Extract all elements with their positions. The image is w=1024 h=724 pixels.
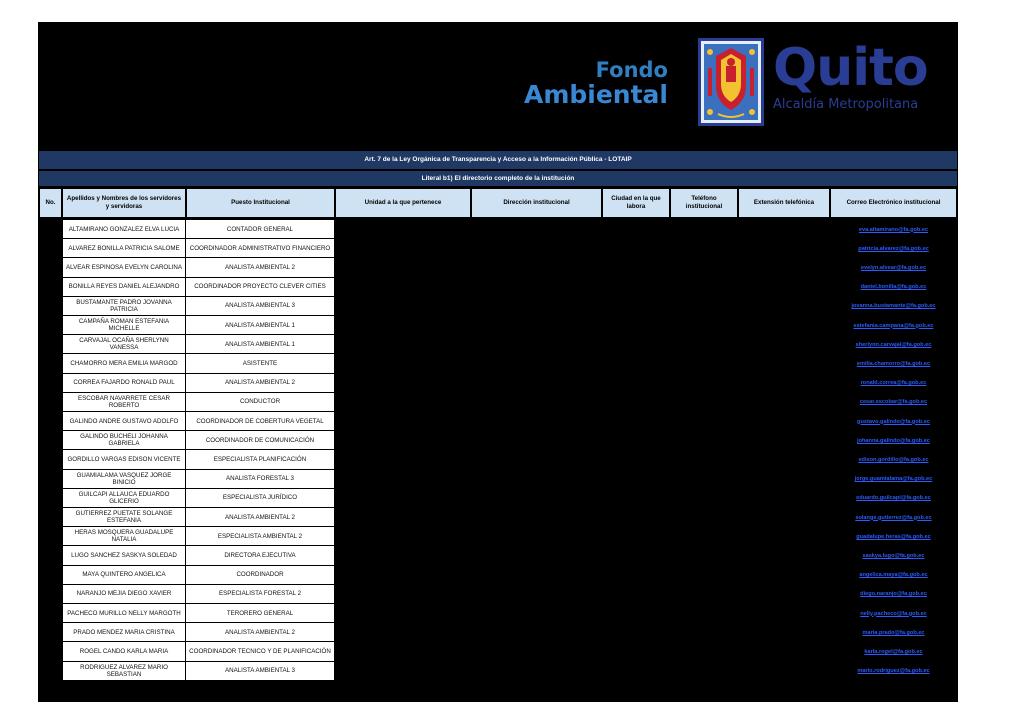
- cell-post: DIRECTORA EJECUTIVA: [186, 546, 335, 565]
- cell-name: LUGO SANCHEZ SASKYA SOLEDAD: [62, 546, 186, 565]
- email-link[interactable]: evelyn.alvear@fa.gob.ec: [860, 264, 927, 271]
- table-row: [38, 546, 958, 565]
- email-link[interactable]: maria.prado@fa.gob.ec: [862, 629, 925, 636]
- cell-post: COORDINADOR DE COBERTURA VEGETAL: [186, 412, 335, 431]
- cell-post: COORDINADOR TECNICO Y DE PLANIFICACIÓN: [186, 642, 335, 661]
- email-link[interactable]: jovanna.bustamante@fa.gob.ec: [851, 303, 936, 310]
- cell-name: ALVEAR ESPINOSA EVELYN CAROLINA: [62, 258, 186, 277]
- email-link[interactable]: angelica.maya@fa.gob.ec: [859, 572, 928, 579]
- table-row: [38, 566, 958, 585]
- email-link[interactable]: sherlynn.carvajal@fa.gob.ec: [855, 341, 932, 348]
- cell-post: ANALISTA AMBIENTAL 3: [186, 297, 335, 316]
- email-link[interactable]: diego.naranjo@fa.gob.ec: [860, 591, 927, 598]
- email-link[interactable]: cesar.escobar@fa.gob.ec: [859, 399, 928, 406]
- cell-name: CORREA FAJARDO RONALD PAUL: [62, 374, 186, 393]
- column-header-number: No.: [39, 188, 62, 218]
- cell-name: GUILCAPI ALLAUCA EDUARDO GLICERIO: [62, 489, 186, 508]
- cell-post: ANALISTA AMBIENTAL 2: [186, 508, 335, 527]
- table-row: [38, 489, 958, 508]
- cell-post: ANALISTA AMBIENTAL 3: [186, 662, 335, 681]
- table-row: [38, 585, 958, 604]
- cell-post: ESPECIALISTA FORESTAL 2: [186, 585, 335, 604]
- email-link[interactable]: edison.gordillo@fa.gob.ec: [858, 456, 929, 463]
- cell-post: CONTADOR GENERAL: [186, 220, 335, 239]
- quito-logo: [773, 38, 953, 112]
- cell-name: ROGEL CANDO KARLA MARIA: [62, 642, 186, 661]
- cell-name: NARANJO MEJIA DIEGO XAVIER: [62, 585, 186, 604]
- email-link[interactable]: mario.rodriguez@fa.gob.ec: [857, 668, 930, 675]
- table-row: [38, 335, 958, 354]
- cell-name: ALVAREZ BONILLA PATRICIA SALOME: [62, 239, 186, 258]
- cell-name: GALINDO BUCHELI JOHANNA GABRIELA: [62, 431, 186, 450]
- email-link[interactable]: eva.altamirano@fa.gob.ec: [858, 226, 929, 233]
- table-row: [38, 220, 958, 239]
- cell-post: ESPECIALISTA AMBIENTAL 2: [186, 527, 335, 546]
- column-header-email: Correo Electrónico institucional: [830, 188, 957, 218]
- cell-post: ANALISTA FORESTAL 3: [186, 470, 335, 489]
- email-link[interactable]: gustavo.galindo@fa.gob.ec: [857, 418, 930, 425]
- cell-name: GALINDO ANDRE GUSTAVO ADOLFO: [62, 412, 186, 431]
- email-link[interactable]: estefania.campana@fa.gob.ec: [853, 322, 934, 329]
- cell-name: HERAS MOSQUERA GUADALUPE NATALIA: [62, 527, 186, 546]
- email-link[interactable]: jorge.guamialama@fa.gob.ec: [854, 476, 933, 483]
- cell-post: COORDINADOR PROYECTO CLEVER CITIES: [186, 278, 335, 297]
- column-header-post: Puesto Institucional: [186, 188, 335, 218]
- table-row: [38, 393, 958, 412]
- cell-name: CHAMORRO MERA EMILIA MARGOD: [62, 354, 186, 373]
- email-link[interactable]: patricia.alvarez@fa.gob.ec: [858, 245, 929, 252]
- table-row: [38, 604, 958, 623]
- column-header-extension: Extensión telefónica: [738, 188, 830, 218]
- quito-coat-of-arms-icon: [698, 38, 764, 126]
- table-row: [38, 278, 958, 297]
- table-row: [38, 450, 958, 469]
- cell-post: CONDUCTOR: [186, 393, 335, 412]
- table-row: [38, 642, 958, 661]
- column-header-unit: Unidad a la que pertenece: [335, 188, 471, 218]
- email-link[interactable]: eduardo.guilcapi@fa.gob.ec: [856, 495, 931, 502]
- column-header-city: Ciudad en la que labora: [602, 188, 670, 218]
- fondo-logo-line2: Ambiental: [523, 80, 668, 109]
- fondo-ambiental-logo: [518, 60, 668, 107]
- cell-name: CARVAJAL OCAÑA SHERLYNN VANESSA: [62, 335, 186, 354]
- email-link[interactable]: emilia.chamorro@fa.gob.ec: [856, 360, 931, 367]
- law-banner: Art. 7 de la Ley Orgánica de Transparencia y Acceso a la Información Pública - LOTAIP: [39, 151, 957, 169]
- cell-name: MAYA QUINTERO ANGELICA: [62, 566, 186, 585]
- cell-post: ASISTENTE: [186, 354, 335, 373]
- cell-post: COORDINADOR: [186, 566, 335, 585]
- cell-post: COORDINADOR DE COMUNICACIÓN: [186, 431, 335, 450]
- table-row: [38, 508, 958, 527]
- table-row: [38, 431, 958, 450]
- email-link[interactable]: johanna.galindo@fa.gob.ec: [857, 437, 930, 444]
- table-row: [38, 258, 958, 277]
- cell-name: PACHECO MURILLO NELLY MARGOTH: [62, 604, 186, 623]
- cell-post: COORDINADOR ADMINISTRATIVO FINANCIERO: [186, 239, 335, 258]
- cell-post: ANALISTA AMBIENTAL 1: [186, 316, 335, 335]
- quito-logo-subtitle: Alcaldía Metropolitana: [773, 97, 919, 112]
- email-link[interactable]: saskya.lugo@fa.gob.ec: [862, 552, 925, 559]
- table-row: [38, 239, 958, 258]
- cell-name: ALTAMIRANO GONZALEZ ELVA LUCIA: [62, 220, 186, 239]
- cell-post: ESPECIALISTA JURÍDICO: [186, 489, 335, 508]
- table-row: [38, 662, 958, 681]
- email-link[interactable]: guadalupe.heras@fa.gob.ec: [856, 533, 931, 540]
- fondo-logo-line1: Fondo: [595, 58, 668, 82]
- email-link[interactable]: nelly.pacheco@fa.gob.ec: [860, 610, 927, 617]
- email-link[interactable]: karla.rogel@fa.gob.ec: [864, 648, 923, 655]
- cell-name: BONILLA REYES DANIEL ALEJANDRO: [62, 278, 186, 297]
- table-row: [38, 354, 958, 373]
- cell-post: ANALISTA AMBIENTAL 2: [186, 623, 335, 642]
- cell-name: BUSTAMANTE PADRO JOVANNA PATRICIA: [62, 297, 186, 316]
- quito-logo-title: Quito: [773, 38, 928, 98]
- document-sheet: [38, 22, 958, 702]
- cell-name: GUTIERREZ PUETATE SOLANGE ESTEFANIA: [62, 508, 186, 527]
- email-link[interactable]: solange.gutierrez@fa.gob.ec: [855, 514, 932, 521]
- cell-post: ANALISTA AMBIENTAL 2: [186, 374, 335, 393]
- cell-post: ANALISTA AMBIENTAL 2: [186, 258, 335, 277]
- table-row: [38, 316, 958, 335]
- table-row: [38, 470, 958, 489]
- table-row: [38, 623, 958, 642]
- cell-post: ANALISTA AMBIENTAL 1: [186, 335, 335, 354]
- email-link[interactable]: daniel.bonilla@fa.gob.ec: [860, 284, 927, 291]
- table-row: [38, 412, 958, 431]
- email-link[interactable]: ronald.correa@fa.gob.ec: [860, 380, 927, 387]
- literal-banner: Literal b1) El directorio completo de la institución: [39, 171, 957, 186]
- column-header-phone: Teléfono institucional: [670, 188, 738, 218]
- cell-name: PRADO MENDEZ MARIA CRISTINA: [62, 623, 186, 642]
- cell-name: CAMPAÑA ROMAN ESTEFANIA MICHELLE: [62, 316, 186, 335]
- cell-name: GORDILLO VARGAS EDISON VICENTE: [62, 450, 186, 469]
- cell-name: RODRIGUEZ ALVAREZ MARIO SEBASTIAN: [62, 662, 186, 681]
- table-row: [38, 527, 958, 546]
- table-row: [38, 297, 958, 316]
- cell-post: ESPECIALISTA PLANIFICACIÓN: [186, 450, 335, 469]
- table-row: [38, 374, 958, 393]
- table-header: [39, 188, 957, 218]
- column-header-address: Dirección institucional: [471, 188, 602, 218]
- column-header-name: Apellidos y Nombres de los servidores y servidoras: [62, 188, 186, 218]
- cell-post: TERORERO GENERAL: [186, 604, 335, 623]
- cell-name: GUAMIALAMA VASQUEZ JORGE BINICIO: [62, 470, 186, 489]
- cell-name: ESCOBAR NAVARRETE CESAR ROBERTO: [62, 393, 186, 412]
